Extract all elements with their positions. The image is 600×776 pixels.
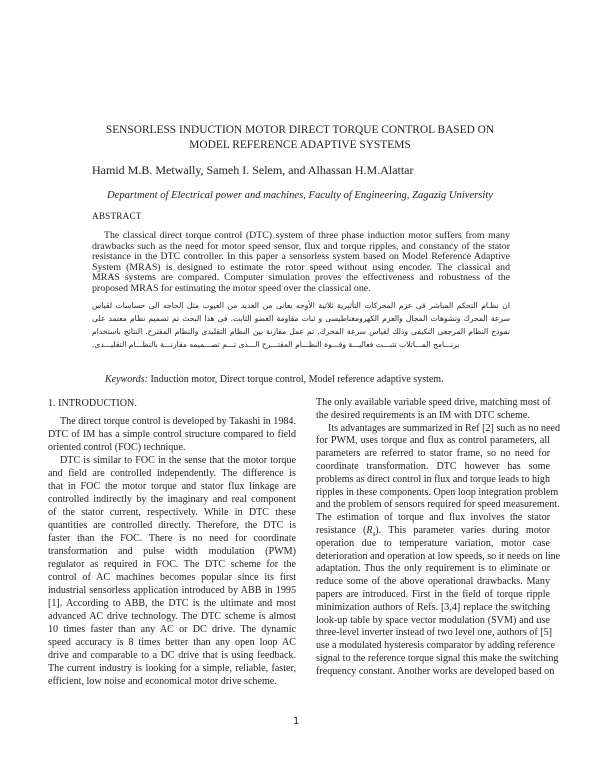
title-line: MODEL REFERENCE ADAPTIVE SYSTEMS xyxy=(189,139,411,151)
text-line: The classical direct torque control (DTC) system of three phase induction motor suffers from many xyxy=(104,230,510,241)
text-line: speed accuracy is 8 times better than any open loop AC xyxy=(48,637,296,648)
text-line: of the stator current, respectively. While in DTC these xyxy=(48,507,296,518)
text-line: use a modulated hysteresis comparator by adding reference xyxy=(316,640,556,652)
text-line: proposed MRAS for estimating the motor speed over the classical one. xyxy=(92,282,371,294)
text-line: reduce some of the above operational drawbacks. Many xyxy=(316,576,550,588)
symbol: R xyxy=(366,524,373,536)
right-column xyxy=(316,397,561,679)
text-line: controlled indirectly by the imaginary and real component xyxy=(48,494,296,505)
text-line: ان نظـام التحكم المباشر فى عزم المحركات التأثيرية ثلاثية الأوجه يعانى من العديد من العيوب مثل الحاجه الى حساسات لقياس xyxy=(92,301,510,310)
text-line: and field are controlled independently. The difference is xyxy=(48,468,296,479)
text-line: three-level inverter instead of two level one, authors of [5] xyxy=(316,627,552,639)
text-line: operation due to temperature variation, motor case xyxy=(316,537,550,549)
text-line: resistance in the DTC controller. In this paper a sensorless system based on Model Reference Adaptive xyxy=(92,251,510,262)
text-line: efficient, low noise and economical motor drive scheme. xyxy=(48,676,277,687)
text-line: [1]. According to ABB, the DTC is the ultimate and most xyxy=(48,598,296,609)
text-line: 10 times faster than any AC or DC drive. The dynamic xyxy=(48,624,296,635)
text-line: regulator as required in FOC. The DTC scheme for the xyxy=(48,559,296,570)
page-number: 1 xyxy=(293,716,300,727)
text-line: problems as direct control in flux and torque leads to high xyxy=(316,473,550,485)
text-line: minimization authors of Refs. [3,4] replace the switching xyxy=(316,601,550,613)
text-line: drive and comparable to a DC drive that is using feedback. xyxy=(48,650,296,661)
text-line: quantities are controlled directly. Therefore, the DTC is xyxy=(48,520,296,531)
text-line: coordinate transformation. DTC however has some xyxy=(316,460,550,472)
text-line: The only available variable speed drive, matching most of xyxy=(316,397,551,408)
section-heading: 1. INTRODUCTION. xyxy=(48,398,137,409)
text-line: signal to the reference torque signal this make the switching xyxy=(316,652,559,664)
text-line: MRAS systems are compared. Computer simulation proves the effectiveness and robustness of the xyxy=(92,272,510,283)
text: ). This parameter varies during motor xyxy=(375,524,550,536)
text-line: The current industry is looking for a simple, reliable, faster, xyxy=(48,663,296,674)
text-line: and the problem of sensors required for speed measurement. xyxy=(316,499,560,511)
text-line: transformation and pulse width modulation (PWM) xyxy=(48,546,296,557)
text-line: faster than the FOC. There is no need for coordinate xyxy=(48,533,296,544)
text-line: برنـــامج المـــاتلاب تثبـــت فعاليـــة وقـــوة النظـــام المقتـــرح الـــذى تـــم تصـــميمه مقارنـــة بالنظـــام التقليـــدى. xyxy=(92,340,460,349)
text-line: Its advantages are summarized in Ref [2] such as no need xyxy=(328,422,561,434)
keywords xyxy=(105,374,444,385)
abstract-heading: ABSTRACT xyxy=(92,211,142,221)
text-line: the desired requirements is an IM with DTC scheme. xyxy=(316,409,530,421)
abstract xyxy=(92,231,510,294)
text-line: deterioration and operation at low speeds, so it needs on line xyxy=(316,550,561,562)
text-line: oriented control (FOC) technique. xyxy=(48,442,186,453)
title-line: SENSORLESS INDUCTION MOTOR DIRECT TORQUE CONTROL BASED ON xyxy=(105,124,495,136)
text-line: سرعة المحرك وتشوهات المجال والعزم الكهرومغناطيسى و ثبات مقاومة العضو الثابت. فى هذا البحث تم تصميم نظام معتمد على xyxy=(92,314,510,323)
text-line: System (MRAS) is designed to estimate the rotor speed without using encoder. The classical and xyxy=(92,261,510,273)
text-line: ripples in these components. Open loop integration problem xyxy=(316,486,559,498)
text-line: for PWM, uses torque and flux as control parameters, all xyxy=(316,435,550,447)
text-line xyxy=(316,525,550,538)
left-column xyxy=(48,415,296,688)
text-line: DTC of IM has a simple control structure compared to field xyxy=(48,429,296,440)
text-line: parameters are referred to stator frame, so no need for xyxy=(316,448,550,460)
arabic-abstract xyxy=(92,299,510,351)
text-line: look-up table by space vector modulation (SVM) and use xyxy=(316,614,550,626)
text: resistance ( xyxy=(316,524,367,536)
text-line: industrial sensorless application introduced by ABB in 1995 xyxy=(48,585,296,596)
text-line: نموذج النظام المرجعى التكيفى وذلك لقياس سرعة المحرك. تم عمل مقارنة بين النظام التقليدى والنظام المقترح. النتائج باستخدام xyxy=(92,327,510,336)
text-line: advanced AC drive technology. The DTC scheme is almost xyxy=(48,611,296,622)
text-line: control of AC machines becomes popular since its first xyxy=(48,572,296,583)
authors: Hamid M.B. Metwally, Sameh I. Selem, and Alhassan H.M.Alattar xyxy=(92,163,414,177)
keywords-label: Keywords: xyxy=(105,374,148,385)
text-line: frequency constant. Another works are developed based on xyxy=(316,665,555,677)
text-line: The direct torque control is developed by Takashi in 1984. xyxy=(60,416,296,427)
text-line: drawbacks such as the need for motor speed sensor, flux and torque ripples, and constancy of the stator xyxy=(92,240,510,252)
affiliation: Department of Electrical power and machines, Faculty of Engineering, Zagazig University xyxy=(106,190,494,201)
subscript: s xyxy=(372,529,376,538)
text-line: adaptation. Thus the only requirement is to eliminate or xyxy=(316,563,550,575)
text-line: that in FOC the motor torque and stator flux linkage are xyxy=(48,481,296,492)
text-line: papers are introduced. First in the field of torque ripple xyxy=(316,588,550,600)
keywords-text: Induction motor, Direct torque control, Model reference adaptive system. xyxy=(147,374,444,385)
text-line: The estimation of torque and flux involves the stator xyxy=(316,512,550,524)
text-line: DTC is similar to FOC in the sense that the motor torque xyxy=(60,455,296,466)
paper-title xyxy=(60,123,540,153)
